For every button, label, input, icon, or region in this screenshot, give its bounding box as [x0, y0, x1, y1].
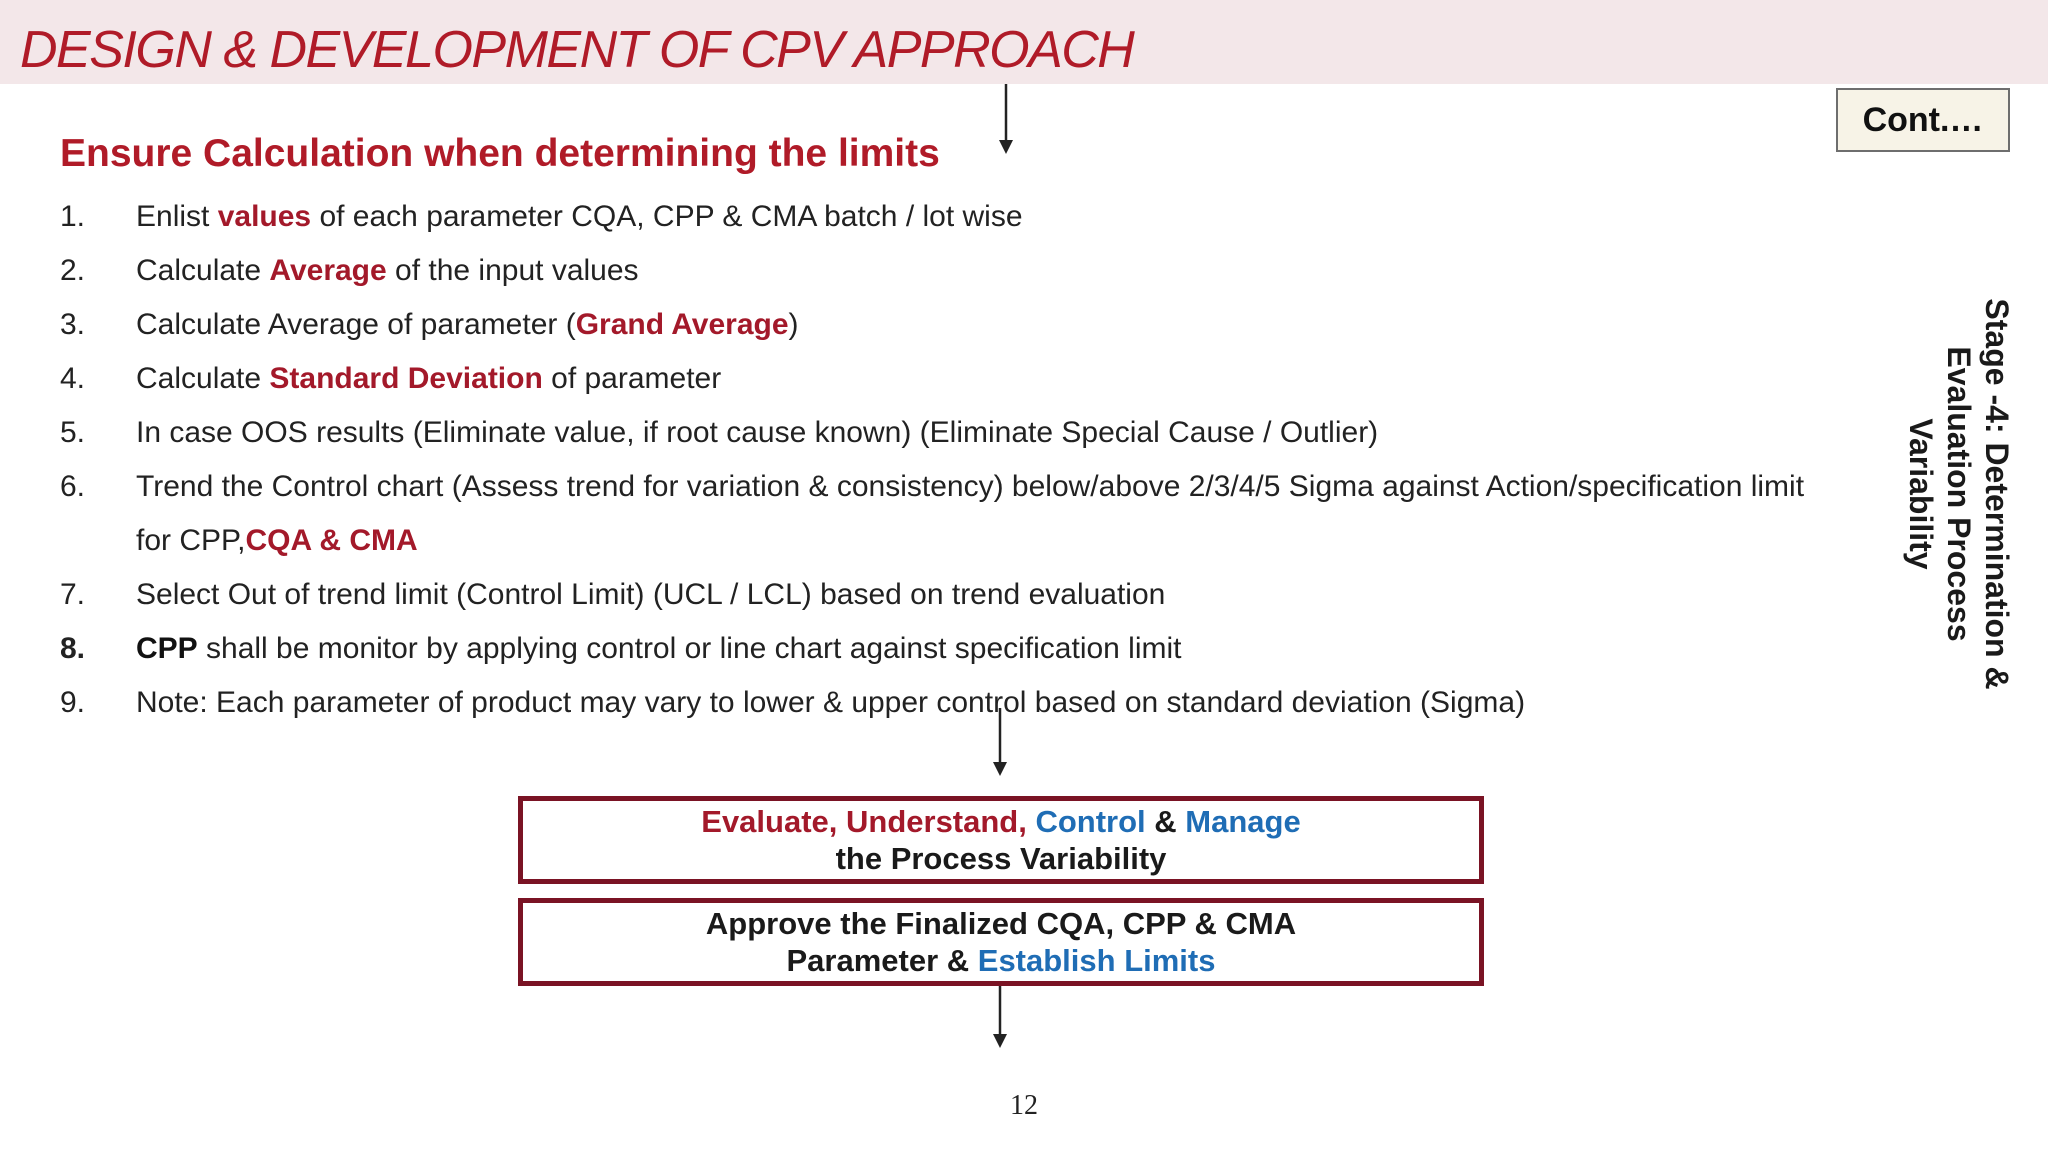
item-number: 5.: [60, 416, 86, 449]
evaluate-process-box: Evaluate, Understand, Control & Manage the Process Variability: [518, 796, 1484, 884]
stage-label: [1903, 268, 2016, 720]
item-text: In case OOS results (Eliminate value, if root cause known) (Eliminate Special Cause / Outlier): [136, 416, 1379, 449]
section-heading: Ensure Calculation when determining the limits: [60, 132, 940, 175]
highlight: Grand Average: [575, 308, 789, 341]
stage-label-line1: Stage -4: Determination &: [1979, 298, 2015, 690]
item-number: 4.: [60, 362, 86, 395]
item-number: 8.: [60, 632, 86, 665]
highlight: Standard Deviation: [269, 362, 543, 395]
item-number: 3.: [60, 308, 86, 341]
item-text: Note: Each parameter of product may vary to lower & upper control based on standard deviation (Sigma): [136, 686, 1526, 719]
middle-down-arrow: [990, 708, 1010, 778]
item-number: 7.: [60, 578, 86, 611]
highlight: values: [217, 200, 312, 233]
cont-label-box: [1836, 88, 2010, 152]
highlight: CQA & CMA: [245, 524, 418, 557]
item-text: Trend the Control chart (Assess trend for variation & consistency) below/above 2/3/4/5 Sigma against Action/specification limit: [136, 470, 1805, 503]
cont-label: Cont.…: [1862, 100, 1984, 139]
item-number: 2.: [60, 254, 86, 287]
stage-label-line2: Evaluation Process Variability: [1903, 346, 1977, 642]
bottom-down-arrow: [990, 986, 1010, 1050]
top-down-arrow: [996, 84, 1016, 156]
approve-parameters-box: Approve the Finalized CQA, CPP & CMA Parameter & Establish Limits: [518, 898, 1484, 986]
item-number: 6.: [60, 470, 86, 503]
item-number: 9.: [60, 686, 86, 719]
slide-title: DESIGN & DEVELOPMENT OF CPV APPROACH: [20, 21, 1134, 79]
item-text: Select Out of trend limit (Control Limit) (UCL / LCL) based on trend evaluation: [136, 578, 1166, 611]
highlight: CPP: [136, 632, 198, 665]
page-number: 12: [1010, 1090, 1038, 1121]
item-number: 1.: [60, 200, 86, 233]
highlight: Average: [269, 254, 387, 287]
